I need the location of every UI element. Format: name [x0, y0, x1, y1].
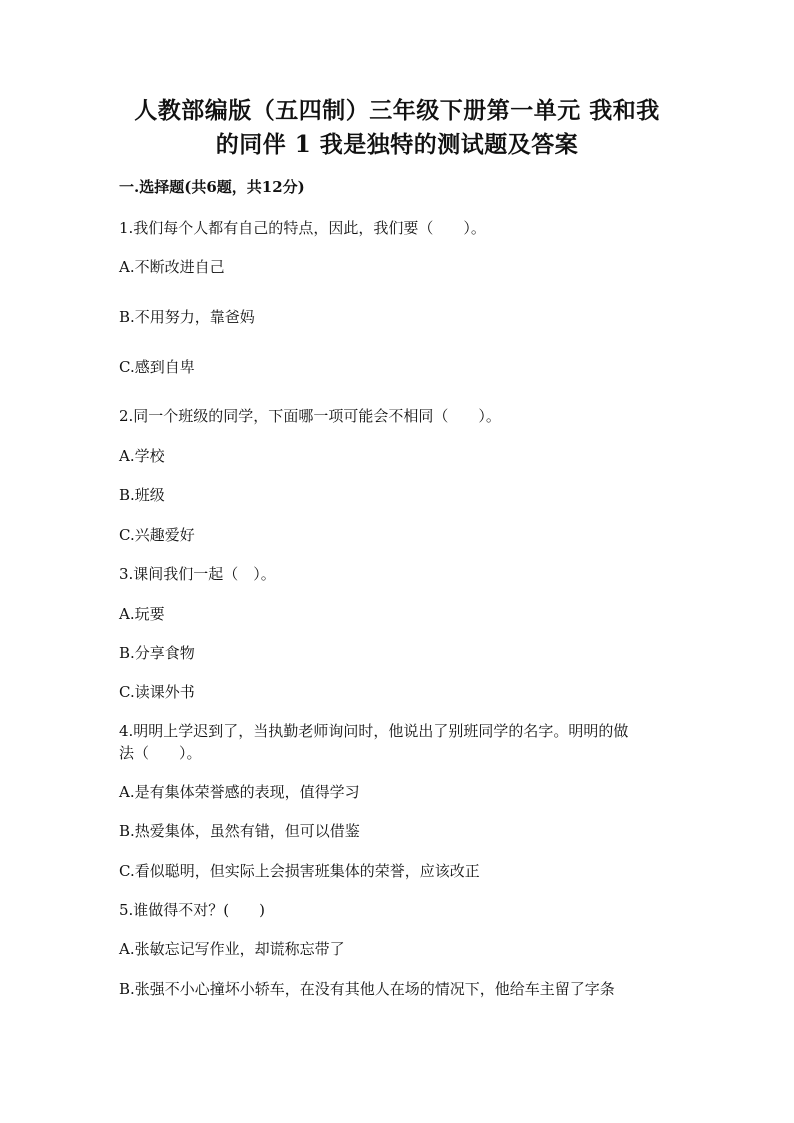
question-1-stem: 1.我们每个人都有自己的特点，因此，我们要（ ）。: [119, 219, 486, 237]
question-3-stem: 3.课间我们一起（ ）。: [119, 565, 276, 583]
question-4-option-c: C.看似聪明，但实际上会损害班集体的荣誉，应该改正: [119, 862, 480, 880]
question-4-stem-line-1: 4.明明上学迟到了，当执勤老师询问时，他说出了别班同学的名字。明明的做: [119, 722, 629, 740]
question-3-option-a: A.玩要: [119, 605, 165, 623]
question-2-option-c: C.兴趣爱好: [119, 526, 195, 544]
question-3-option-c: C.读课外书: [119, 683, 195, 701]
question-5-stem: 5.谁做得不对？( ): [119, 901, 266, 919]
title-line-2: 的同伴 1 我是独特的测试题及答案: [215, 131, 579, 158]
question-1-option-c: C.感到自卑: [119, 358, 195, 376]
document-title: [100, 94, 694, 162]
question-4-option-a: A.是有集体荣誉感的表现，值得学习: [119, 783, 360, 801]
question-2-option-b: B.班级: [119, 486, 165, 504]
question-2-stem: 2.同一个班级的同学，下面哪一项可能会不相同（ ）。: [119, 407, 501, 425]
question-5-option-a: A.张敏忘记写作业，却谎称忘带了: [119, 940, 345, 958]
question-5-option-b: B.张强不小心撞坏小轿车，在没有其他人在场的情况下，他给车主留了字条: [119, 980, 615, 998]
question-1-option-a: A.不断改进自己: [119, 258, 225, 276]
question-3-option-b: B.分享食物: [119, 644, 195, 662]
question-4-option-b: B.热爱集体，虽然有错，但可以借鉴: [119, 822, 360, 840]
question-4-stem-line-2: 法（ ）。: [119, 744, 202, 762]
title-line-1: 人教部编版（五四制）三年级下册第一单元 我和我: [134, 97, 660, 124]
section-heading: 一.选择题(共6题，共12分): [119, 178, 305, 196]
question-1-option-b: B.不用努力，靠爸妈: [119, 308, 255, 326]
question-2-option-a: A.学校: [119, 447, 165, 465]
